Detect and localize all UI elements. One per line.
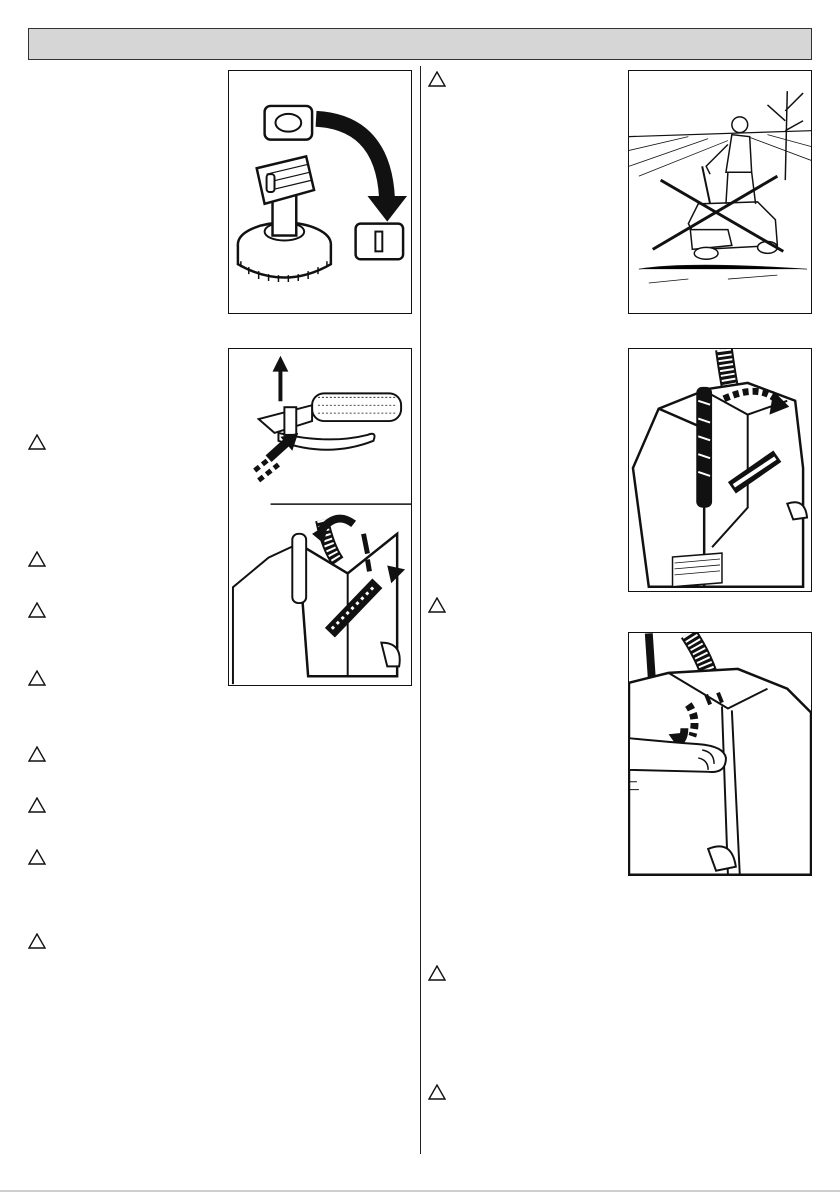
- warning-triangle-icon: [428, 71, 446, 87]
- warning-triangle-icon: [428, 1084, 446, 1100]
- warning-triangle-icon: [28, 933, 46, 949]
- figure-shoulder-strap: [628, 348, 812, 592]
- warning-triangle-icon: [428, 597, 446, 613]
- shoulder-strap-illustration: [629, 349, 811, 591]
- figure-no-passenger: [628, 70, 812, 314]
- warning-triangle-icon: [28, 746, 46, 762]
- warning-triangle-icon: [28, 602, 46, 618]
- warning-triangle-icon: [28, 434, 46, 450]
- figure-ignition-key: [228, 70, 412, 314]
- warning-triangle-icon: [28, 797, 46, 813]
- ignition-key-illustration: [229, 71, 411, 313]
- figure-brake-lever: [228, 348, 412, 686]
- figure-hand-on-tank: [628, 632, 812, 876]
- warning-triangle-icon: [28, 551, 46, 567]
- section-header-bar: [28, 28, 812, 60]
- no-passenger-illustration: [629, 71, 811, 313]
- hand-on-tank-illustration: [629, 633, 811, 875]
- warning-triangle-icon: [28, 670, 46, 686]
- warning-triangle-icon: [28, 849, 46, 865]
- brake-lever-illustration: [229, 349, 411, 685]
- warning-triangle-icon: [428, 965, 446, 981]
- column-divider: [420, 66, 421, 1154]
